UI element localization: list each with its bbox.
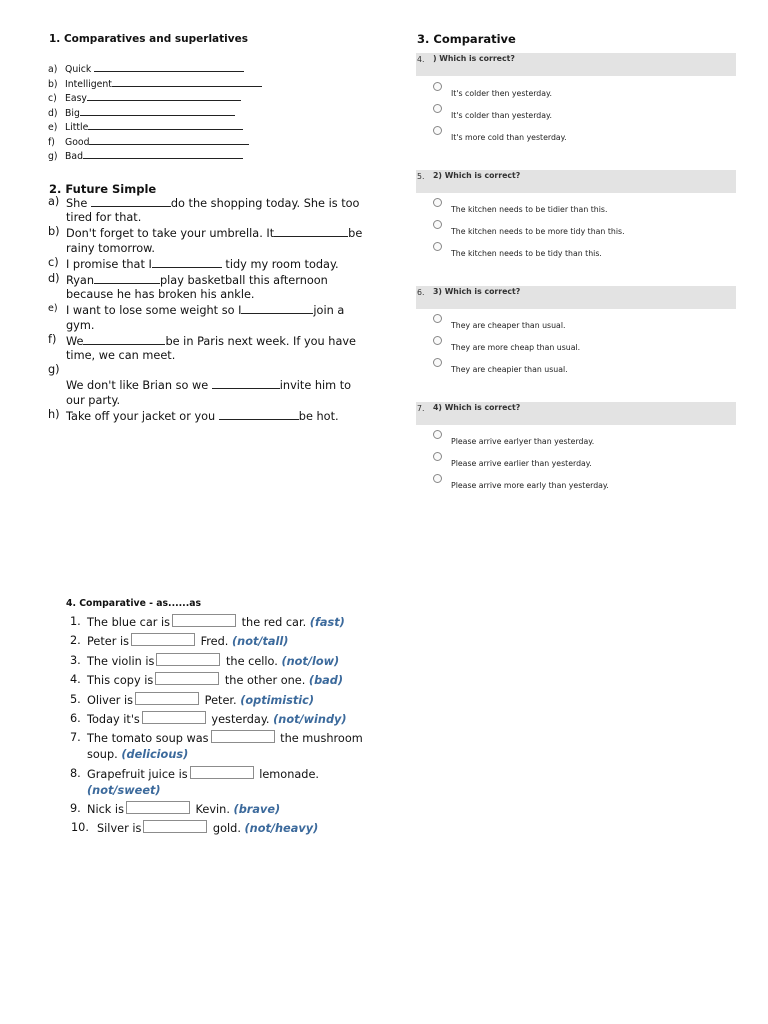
sentence-text: Ryan [66,274,94,288]
answer-input[interactable] [142,711,206,724]
option-label: Please arrive earlyer than yesterday. [451,437,595,446]
option-label: Please arrive more early than yesterday. [451,481,609,490]
item-number: 10. [71,821,89,835]
question-label: ) Which is correct? [433,54,515,63]
item-letter: f) [48,332,57,346]
section-2-list [48,195,368,424]
answer-blank[interactable] [89,135,249,145]
sentence-text: Don't forget to take your umbrella. It [66,227,275,241]
sentence-text: tidy my room today. [221,257,339,271]
sentence-text: The tomato soup was [87,732,209,746]
section-4-item [70,672,380,691]
item-number: 3. [70,653,81,667]
radio-button[interactable] [433,220,442,229]
section-4-list [70,614,380,840]
section-4-item [70,653,380,672]
item-number: 2. [70,634,81,648]
sentence-text: Kevin. [191,802,230,816]
answer-option[interactable] [433,126,733,144]
option-label: Please arrive earlier than yesterday. [451,459,592,468]
section-2-item [48,333,368,363]
question-number: 4. [417,55,425,64]
answer-input[interactable] [143,820,207,833]
sentence-text: Nick is [87,802,124,816]
sentence-text: play basketball this afternoon because he has broken his ankle. [66,274,328,302]
sentence-text: be hot. [298,409,339,423]
sentence-text: Grapefruit juice is [87,767,188,781]
item-letter: a) [48,64,58,75]
answer-input[interactable] [155,672,219,685]
radio-button[interactable] [433,336,442,345]
sentence-text: the red car. [238,616,307,629]
sentence-text: Oliver is [87,693,134,707]
sentence-text: invite him to our party. [66,379,352,407]
section-2-item [48,195,368,225]
section-1-item [48,135,348,150]
sentence-text: The violin is [87,654,155,668]
item-number: 9. [70,801,81,815]
radio-button[interactable] [433,82,442,91]
sentence-text: the other one. [221,674,306,688]
answer-option[interactable] [433,474,733,492]
section-4-title: 4. Comparative - as......as [66,598,202,609]
radio-button[interactable] [433,474,442,483]
radio-button[interactable] [433,430,442,439]
sentence-text: Today it's [87,712,140,726]
option-label: It's more cold than yesterday. [451,133,567,142]
answer-option[interactable] [433,220,733,238]
sentence-text: gold. [209,822,241,836]
answer-option[interactable] [433,82,733,100]
item-letter: b) [48,78,58,90]
answer-blank[interactable] [241,302,313,314]
item-number: 7. [70,731,81,745]
item-number: 8. [70,766,81,780]
answer-option[interactable] [433,358,733,376]
sentence-text: Peter. [201,693,237,707]
section-4-item [70,766,380,801]
section-4-item [70,692,380,711]
question-number: 6. [417,288,425,297]
adjective-word: Good [65,136,90,148]
item-number: 1. [70,615,81,628]
answer-blank[interactable] [94,272,160,284]
item-letter: g) [48,363,60,377]
radio-button[interactable] [433,126,442,135]
answer-option[interactable] [433,242,733,260]
section-2-item [48,302,368,332]
radio-button[interactable] [433,314,442,323]
sentence-text: We don't like Brian so we [66,379,212,393]
section-1-title: 1. Comparatives and superlatives [49,33,248,45]
answer-input[interactable] [172,614,236,627]
sentence-text: This copy is [87,674,154,688]
option-label: The kitchen needs to be more tidy than this. [451,227,625,236]
item-letter: a) [48,195,60,208]
sentence-text: the cello. [222,654,278,668]
adjective-word: Big [65,107,80,119]
question-label: 2) Which is correct? [433,171,521,180]
item-number: 4. [70,673,81,687]
section-4-item [70,633,380,652]
sentence-text: join a gym. [66,304,345,332]
answer-blank[interactable] [219,408,299,420]
adjective-hint: (brave) [233,802,281,816]
adjective-hint: (fast) [309,616,345,629]
sentence-text: Fred. [197,635,229,649]
answer-input[interactable] [135,692,199,705]
section-4-item [70,801,380,820]
option-label: It's colder then yesterday. [451,89,553,98]
answer-blank[interactable] [212,377,280,389]
radio-button[interactable] [433,104,442,113]
adjective-hint: (optimistic) [240,693,314,707]
answer-option[interactable] [433,198,733,216]
section-4-item [70,820,380,839]
option-label: It's colder than yesterday. [451,111,552,120]
answer-blank[interactable] [80,106,235,116]
question-label: 3) Which is correct? [433,287,521,296]
section-2-item [48,256,368,272]
section-1-item [48,106,348,121]
answer-blank[interactable] [88,120,243,130]
answer-option[interactable] [433,336,733,354]
question-number: 7. [417,404,425,413]
question-header [416,170,736,193]
answer-option[interactable] [433,452,733,470]
adjective-word: Intelligent [65,78,112,90]
section-2-item [48,363,368,408]
item-letter: e) [48,303,58,315]
adjective-word: Quick [65,64,95,75]
answer-option[interactable] [433,430,733,448]
item-letter: b) [48,225,60,239]
sentence-text: do the shopping today. She is too tired for that. [66,197,360,225]
sentence-text: We [66,334,84,348]
question-number: 5. [417,172,425,181]
section-2-title: 2. Future Simple [49,182,157,196]
option-label: The kitchen needs to be tidier than this. [451,205,608,214]
question-label: 4) Which is correct? [433,403,521,412]
adjective-hint: (not/windy) [273,712,347,726]
sentence-text: I promise that I [66,257,152,271]
section-1-item [48,91,348,106]
adjective-word: Little [65,122,89,133]
section-1-item [48,62,348,77]
adjective-hint: (not/heavy) [244,822,319,836]
radio-button[interactable] [433,358,442,367]
sentence-text: She [66,197,91,210]
item-letter: d) [48,272,60,286]
answer-input[interactable] [156,653,220,666]
item-letter: e) [48,122,58,133]
sentence-text: be in Paris next week. If you have time, we can meet. [66,334,357,363]
radio-button[interactable] [433,242,442,251]
answer-option[interactable] [433,314,733,332]
answer-blank[interactable] [94,62,244,72]
question-header [416,402,736,425]
answer-blank[interactable] [91,195,171,207]
item-number: 6. [70,711,81,725]
adjective-word: Easy [65,93,87,104]
answer-input[interactable] [211,730,275,743]
adjective-hint: (not/tall) [231,635,289,649]
adjective-hint: (delicious) [121,748,189,762]
answer-input[interactable] [190,766,254,779]
option-label: They are cheaper than usual. [451,321,566,330]
adjective-hint: (not/sweet) [87,783,161,797]
section-4-item [70,730,380,765]
adjective-word: Bad [65,151,83,162]
sentence-text: the mushroom soup. [87,732,363,762]
section-2-item [48,272,368,302]
question-header [416,286,736,309]
answer-option[interactable] [433,104,733,122]
item-letter: f) [48,136,55,148]
section-1-item [48,149,348,164]
radio-button[interactable] [433,198,442,207]
answer-blank[interactable] [83,149,243,159]
section-3-title: 3. Comparative [417,32,516,46]
option-label: They are cheapier than usual. [451,365,568,374]
answer-blank[interactable] [112,77,262,87]
sentence-text: lemonade. [255,767,319,781]
answer-blank[interactable] [152,256,222,268]
sentence-text: yesterday. [207,712,270,726]
section-4-item [70,711,380,730]
section-1-list [48,62,348,164]
section-2-item [48,408,368,424]
item-letter: h) [48,407,60,421]
answer-blank[interactable] [274,225,348,237]
answer-blank[interactable] [87,91,241,101]
answer-input[interactable] [126,801,190,814]
sentence-text: I want to lose some weight so I [66,304,242,318]
sentence-text: The blue car is [87,616,171,629]
option-label: They are more cheap than usual. [451,343,581,352]
question-header [416,53,736,76]
adjective-hint: (bad) [308,674,344,688]
answer-input[interactable] [131,633,195,646]
sentence-text: be rainy tomorrow. [66,227,363,255]
answer-blank[interactable] [83,333,165,345]
option-label: The kitchen needs to be tidy than this. [451,249,602,258]
adjective-hint: (not/low) [281,654,340,668]
item-letter: c) [48,93,57,104]
item-letter: g) [48,151,58,162]
sentence-text: Silver is [97,822,142,836]
item-number: 5. [70,692,81,706]
sentence-text: Take off your jacket or you [66,409,219,423]
section-2-item [48,225,368,255]
sentence-text: Peter is [87,635,129,649]
radio-button[interactable] [433,452,442,461]
item-letter: c) [48,255,59,269]
section-1-item [48,77,348,92]
section-1-item [48,120,348,135]
section-4-item [70,614,380,633]
item-letter: d) [48,107,58,119]
